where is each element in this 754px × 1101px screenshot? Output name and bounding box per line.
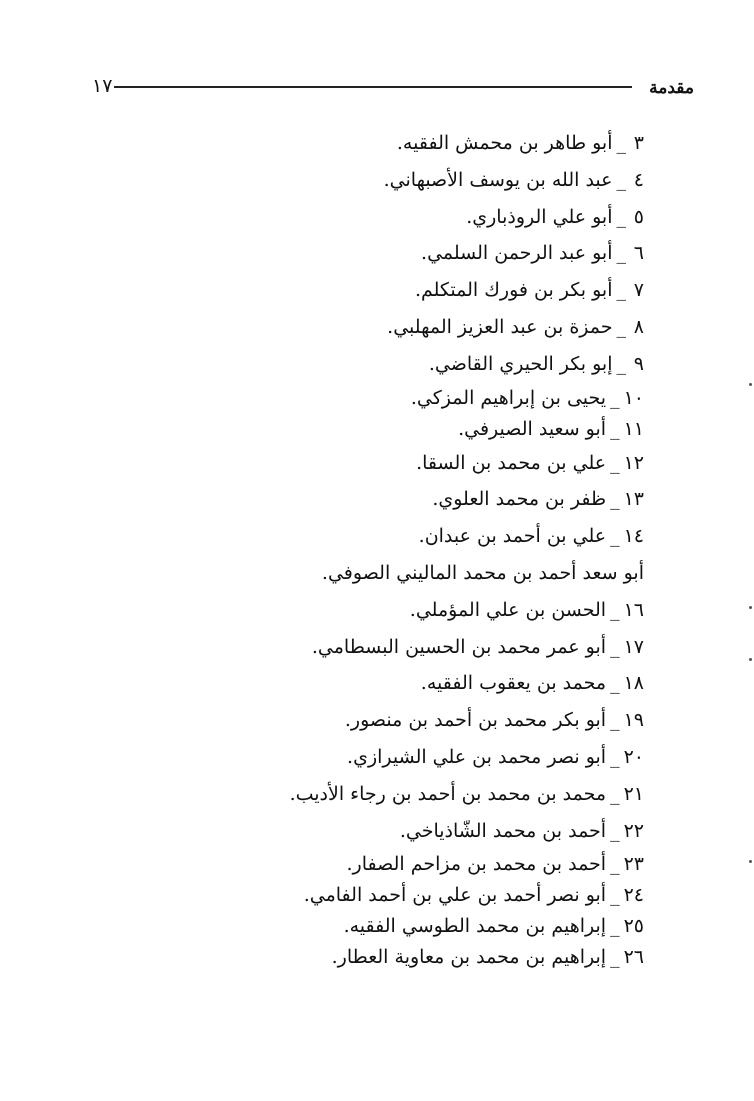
list-item	[84, 518, 644, 555]
list-item	[84, 383, 644, 414]
list-item	[84, 125, 644, 162]
list-item	[84, 346, 644, 383]
entry-dash: _	[616, 279, 626, 302]
entry-name: ظفر بن محمد العلوي.	[432, 488, 607, 511]
list-item	[84, 272, 644, 309]
scan-mark	[749, 658, 752, 661]
list-item	[84, 911, 644, 942]
entry-dash: _	[610, 525, 620, 548]
entry-number: ١٧	[623, 635, 644, 658]
list-item	[84, 629, 644, 666]
entry-dash: _	[616, 168, 626, 191]
entry-dash: _	[610, 488, 620, 511]
entry-name: حمزة بن عبد العزيز المهلبي.	[387, 315, 613, 338]
entry-name: أبو سعيد الصيرفي.	[458, 417, 607, 440]
list-item	[84, 445, 644, 482]
entry-number: ٢٤	[623, 884, 644, 907]
list-item	[84, 309, 644, 346]
entry-number: ٩	[633, 352, 644, 375]
narrator-list	[84, 125, 644, 973]
entry-number: ٢٣	[623, 853, 644, 876]
entry-number: ٢٠	[623, 745, 644, 768]
page-header	[92, 74, 694, 106]
entry-name: علي بن محمد بن السقا.	[416, 451, 607, 474]
entry-name: أبو عبد الرحمن السلمي.	[421, 242, 613, 265]
entry-number: ٤	[633, 168, 644, 191]
entry-name: يحيى بن إبراهيم المزكي.	[410, 386, 607, 409]
entry-dash: _	[610, 946, 620, 969]
list-item	[84, 162, 644, 199]
entry-name: إبراهيم بن محمد بن معاوية العطار.	[331, 946, 607, 969]
entry-dash: _	[610, 386, 620, 409]
list-item	[84, 592, 644, 629]
entry-name: عبد الله بن يوسف الأصبهاني.	[383, 168, 613, 191]
scan-mark	[749, 860, 752, 863]
scan-mark	[749, 606, 752, 609]
entry-number: ١١	[623, 417, 644, 440]
entry-number: ٢٢	[623, 819, 644, 842]
entry-dash: _	[610, 709, 620, 732]
entry-number: ١٠	[623, 386, 644, 409]
entry-dash: _	[616, 132, 626, 154]
list-item	[84, 199, 644, 236]
entry-number: ١٣	[623, 488, 644, 511]
entry-dash: _	[610, 598, 620, 621]
entry-dash: _	[610, 451, 620, 474]
entry-name: أبو عمر محمد بن الحسين البسطامي.	[311, 635, 607, 658]
entry-dash: _	[616, 352, 626, 375]
entry-name: أبو طاهر بن محمش الفقيه.	[396, 132, 613, 154]
entry-number: ١٨	[623, 672, 644, 695]
entry-dash: _	[610, 884, 620, 907]
entry-number: ٦	[633, 242, 644, 265]
entry-number: ١٤	[623, 525, 644, 548]
entry-number: ٢١	[623, 782, 644, 805]
header-rule	[114, 86, 632, 88]
entry-dash: _	[610, 819, 620, 842]
entry-name: محمد بن محمد بن أحمد بن رجاء الأديب.	[289, 782, 607, 805]
entry-name: إبراهيم بن محمد الطوسي الفقيه.	[343, 915, 607, 938]
list-item	[84, 849, 644, 880]
list-item	[84, 414, 644, 445]
list-item	[84, 739, 644, 776]
entry-name: أبو نصر أحمد بن علي بن أحمد الفامي.	[303, 884, 607, 907]
entry-number: ١٦	[623, 598, 644, 621]
list-item	[84, 813, 644, 850]
entry-name: أبو سعد أحمد بن محمد الماليني الصوفي.	[321, 561, 644, 584]
entry-name: أحمد بن محمد الشّاذياخي.	[399, 819, 607, 842]
entry-dash: _	[616, 205, 626, 228]
entry-name: محمد بن يعقوب الفقيه.	[420, 672, 607, 695]
list-item	[84, 776, 644, 813]
list-item	[84, 702, 644, 739]
entry-number: ٢٥	[623, 915, 644, 938]
list-item	[84, 880, 644, 911]
list-item	[84, 235, 644, 272]
list-item	[84, 555, 644, 592]
entry-dash: _	[610, 417, 620, 440]
entry-number: ٧	[633, 279, 644, 302]
entry-name: أبو نصر محمد بن علي الشيرازي.	[347, 745, 607, 768]
entry-dash: _	[616, 315, 626, 338]
list-item	[84, 942, 644, 973]
running-title: مقدمة	[649, 78, 694, 98]
entry-dash: _	[610, 635, 620, 658]
entry-dash: _	[610, 745, 620, 768]
entry-number: ٨	[633, 315, 644, 338]
entry-number: ٣	[633, 132, 644, 154]
entry-name: أحمد بن محمد بن مزاحم الصفار.	[346, 853, 607, 876]
entry-dash: _	[610, 915, 620, 938]
entry-dash: _	[610, 672, 620, 695]
page-number: ١٧	[92, 75, 113, 97]
entry-name: أبو بكر محمد بن أحمد بن منصور.	[344, 709, 607, 732]
entry-name: علي بن أحمد بن عبدان.	[418, 525, 607, 548]
entry-number: ٢٦	[623, 946, 644, 969]
entry-number: ٥	[633, 205, 644, 228]
entry-dash: _	[616, 242, 626, 265]
entry-name: أبو بكر بن فورك المتكلم.	[414, 279, 613, 302]
list-item	[84, 481, 644, 518]
entry-number: ١٩	[623, 709, 644, 732]
entry-number: ١٢	[623, 451, 644, 474]
entry-name: الحسن بن علي المؤملي.	[409, 598, 607, 621]
entry-name: إبو بكر الحيري القاضي.	[428, 352, 613, 375]
entry-dash: _	[610, 782, 620, 805]
entry-name: أبو علي الروذباري.	[466, 205, 613, 228]
list-item	[84, 665, 644, 702]
entry-dash: _	[610, 853, 620, 876]
scan-mark	[749, 383, 752, 386]
